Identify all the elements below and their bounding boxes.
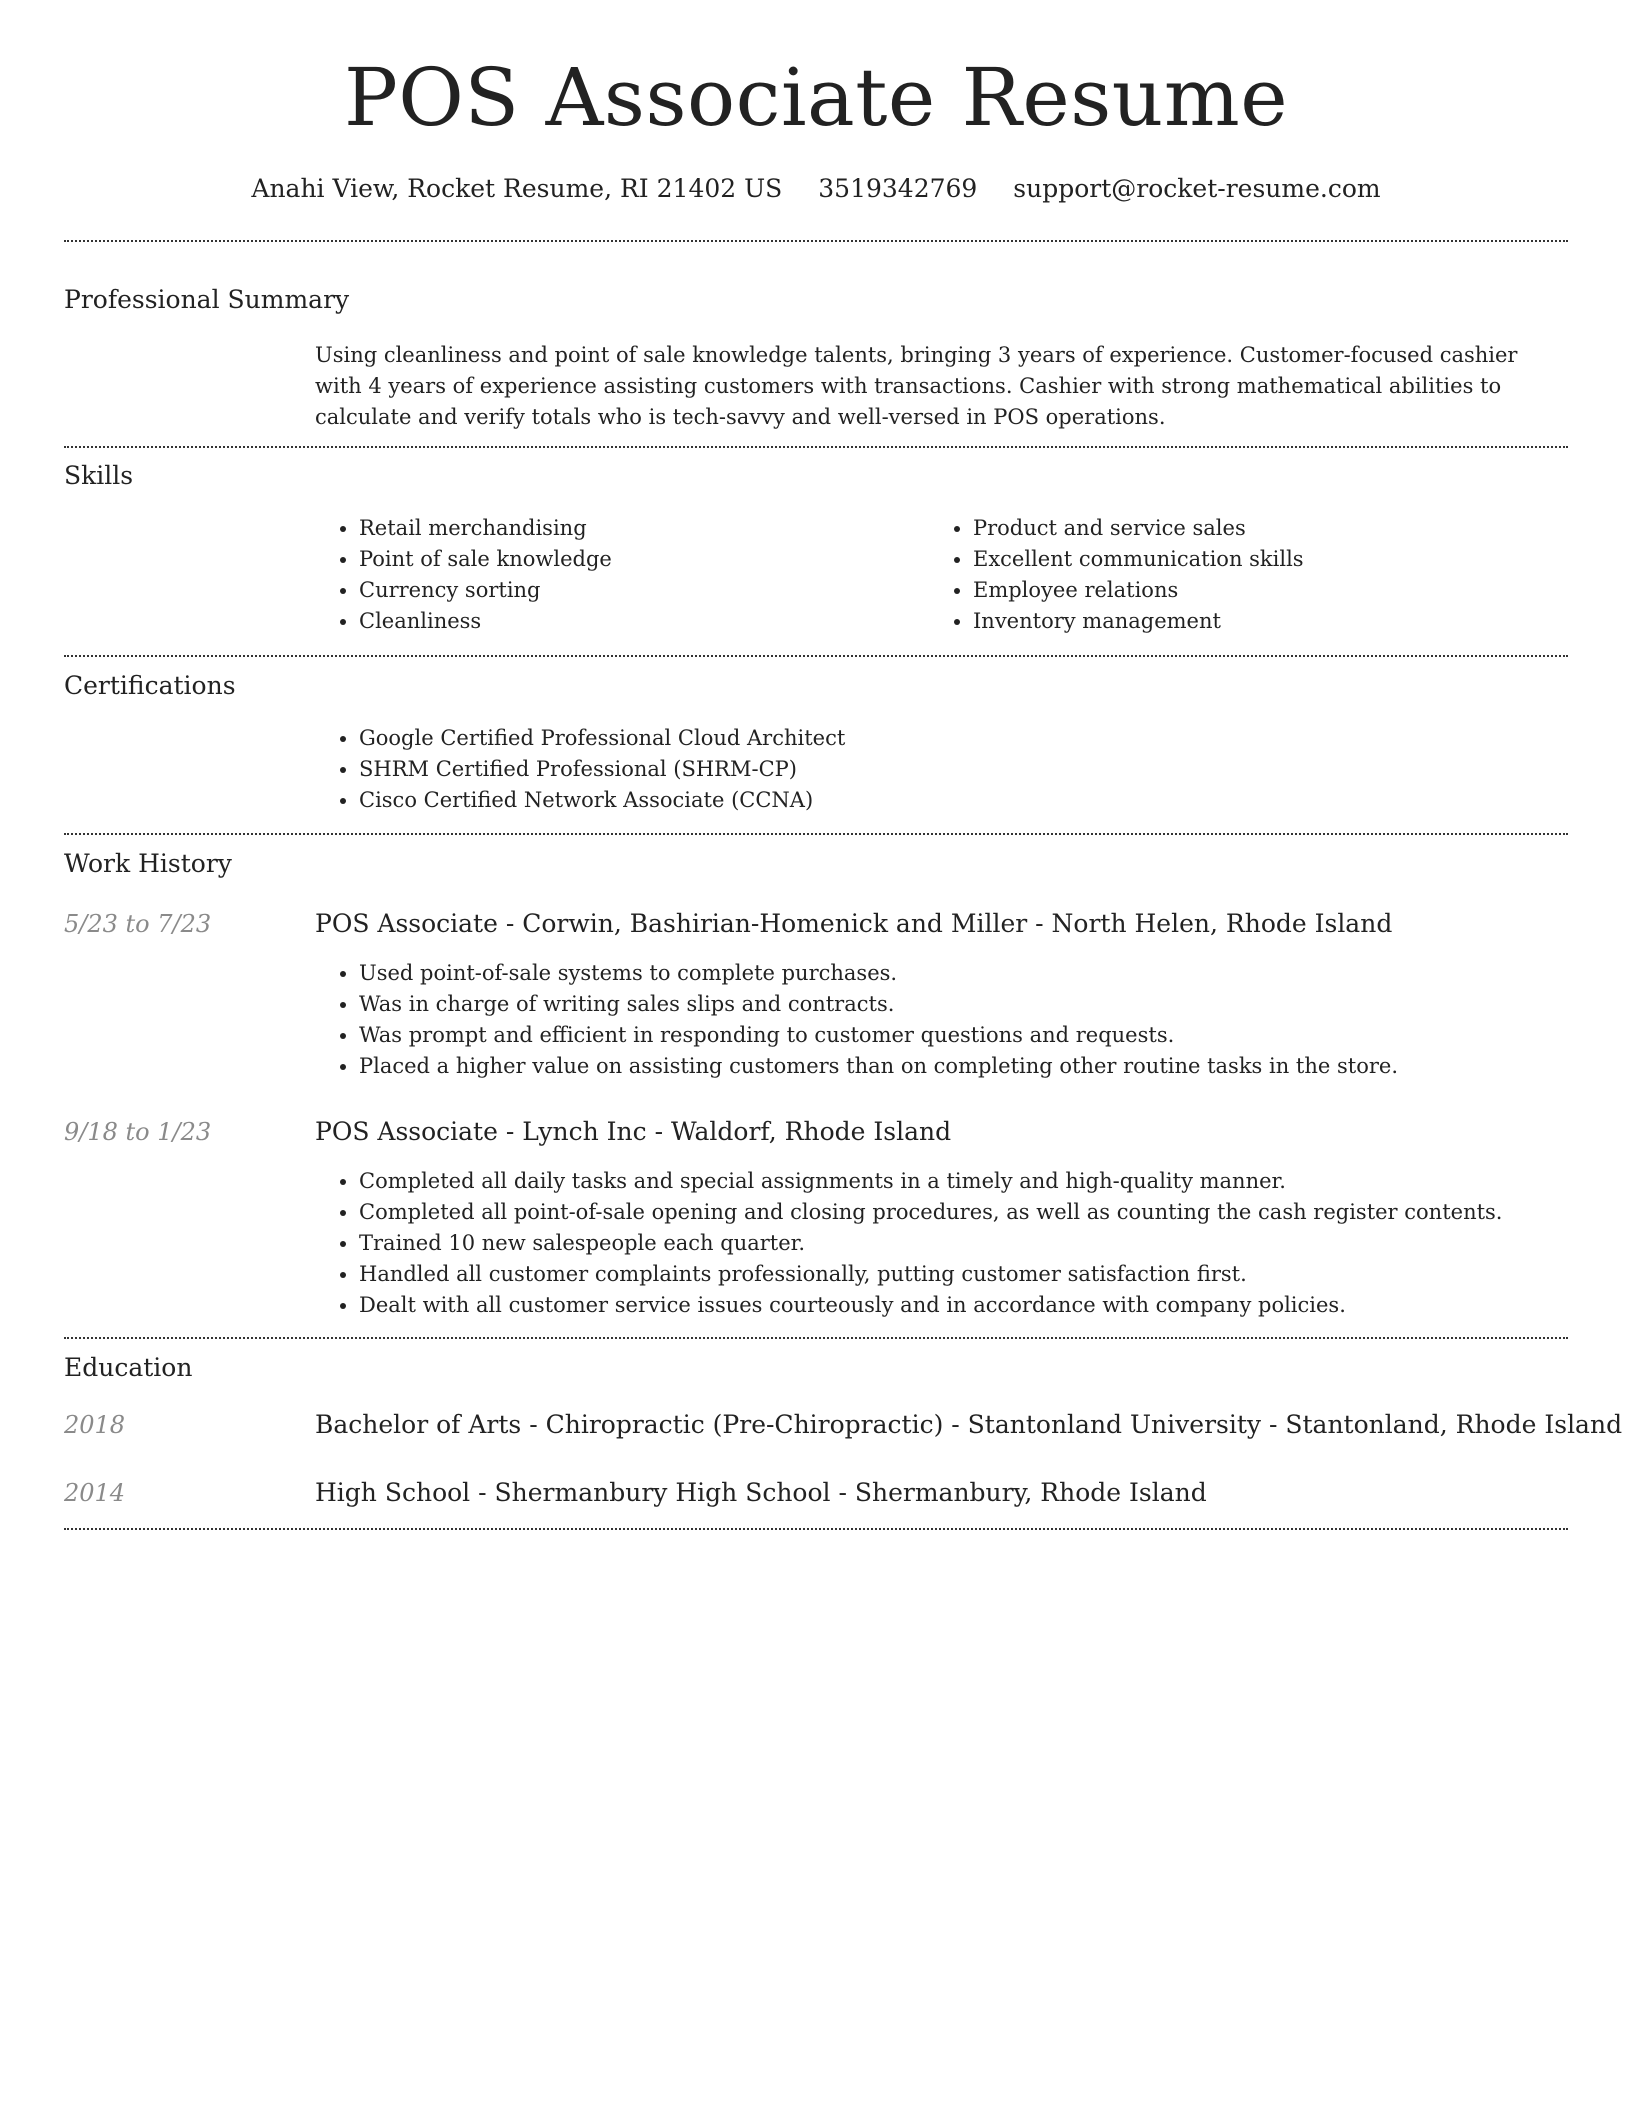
job-bullet: • Completed all point-of-sale opening and closing procedures, as well as counting the cash register contents. (359, 1197, 1579, 1228)
education-entry (315, 1409, 1622, 1441)
job-title: POS Associate - Lynch Inc - Waldorf, Rhode Island (315, 1117, 952, 1146)
job-bullet: • Trained 10 new salespeople each quarter. (359, 1228, 1579, 1259)
divider (64, 446, 1568, 448)
education-year: 2014 (64, 1479, 126, 1507)
skill-item: • Cleanliness (359, 606, 919, 637)
job-bullet: • Dealt with all customer service issues courteously and in accordance with company policies. (359, 1290, 1579, 1321)
divider (64, 1528, 1568, 1530)
job-title: POS Associate - Corwin, Bashirian-Homenick and Miller - North Helen, Rhode Island (315, 909, 1393, 938)
contact-phone: 3519342769 (818, 174, 978, 203)
job-dates: 9/18 to 1/23 (64, 1118, 212, 1146)
education-entry (315, 1477, 1207, 1509)
job-bullet: • Completed all daily tasks and special assignments in a timely and high-quality manner. (359, 1166, 1579, 1197)
divider (64, 1337, 1568, 1339)
job-bullets (315, 958, 1579, 1082)
education-year: 2018 (64, 1411, 126, 1439)
summary-text: Using cleanliness and point of sale knowledge talents, bringing 3 years of experience. Customer-focused cashier with 4 years of experience assisting customers with transactions. Cashier with strong mathematical abilities to calculate and verify totals who is tech-savvy and well-versed in POS operations. (315, 343, 1518, 429)
contact-email: support@rocket-resume.com (1013, 174, 1381, 203)
education-degree: High School (315, 1478, 471, 1507)
skill-item: • Point of sale knowledge (359, 544, 919, 575)
certifications-list (315, 723, 1559, 816)
skill-item: • Currency sorting (359, 575, 919, 606)
divider (64, 655, 1568, 657)
skill-item: • Inventory management (973, 606, 1573, 637)
divider (64, 240, 1568, 242)
resume-title: POS Associate Resume (343, 51, 1289, 144)
job-bullets (315, 1166, 1579, 1321)
job-bullet: • Placed a higher value on assisting customers than on completing other routine tasks in the store. (359, 1051, 1579, 1082)
job-bullet: • Used point-of-sale systems to complete purchases. (359, 958, 1579, 989)
certifications-heading: Certifications (64, 671, 236, 700)
contact-address: Anahi View, Rocket Resume, RI 21402 US (251, 174, 783, 203)
contact-line (0, 172, 1632, 206)
skills-list-right (929, 513, 1573, 637)
summary-heading: Professional Summary (64, 285, 350, 314)
skill-item: • Product and service sales (973, 513, 1573, 544)
job-bullet: • Was prompt and efficient in responding to customer questions and requests. (359, 1020, 1579, 1051)
skills-list-left (315, 513, 919, 637)
divider (64, 833, 1568, 835)
certification-item: • Cisco Certified Network Associate (CCNA) (359, 785, 1559, 816)
certification-item: • Google Certified Professional Cloud Architect (359, 723, 1559, 754)
skills-heading: Skills (64, 461, 134, 490)
job-bullet: • Handled all customer complaints professionally, putting customer satisfaction first. (359, 1259, 1579, 1290)
work-heading: Work History (64, 849, 232, 878)
skill-item: • Excellent communication skills (973, 544, 1573, 575)
education-detail: - Chiropractic (Pre-Chiropractic) - Stantonland University - Stantonland, Rhode Island (521, 1410, 1623, 1439)
certification-item: • SHRM Certified Professional (SHRM-CP) (359, 754, 1559, 785)
skill-item: • Retail merchandising (359, 513, 919, 544)
education-heading: Education (64, 1353, 193, 1382)
job-dates: 5/23 to 7/23 (64, 910, 212, 938)
job-bullet: • Was in charge of writing sales slips and contracts. (359, 989, 1579, 1020)
skill-item: • Employee relations (973, 575, 1573, 606)
education-detail: - Shermanbury High School - Shermanbury, Rhode Island (470, 1478, 1207, 1507)
education-degree: Bachelor of Arts (315, 1410, 522, 1439)
